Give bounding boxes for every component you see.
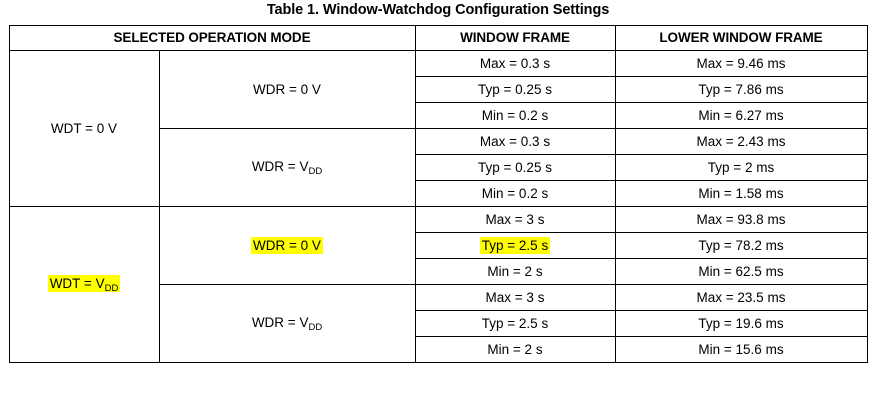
table-row — [9, 50, 867, 76]
window-frame-value: Min = 0.2 s — [481, 185, 549, 201]
lower-window-frame-value: Max = 23.5 ms — [696, 289, 786, 305]
table-row — [9, 206, 867, 232]
wdr-label: WDR = $V_{DD}$ — [251, 314, 323, 333]
cell-window-frame — [415, 258, 615, 284]
cell-window-frame — [415, 128, 615, 154]
cell-lower-window-frame — [615, 232, 867, 258]
window-frame-value: Max = 0.3 s — [479, 55, 551, 71]
lower-window-frame-value: Min = 1.58 ms — [698, 185, 784, 201]
cell-operation-mode-wdr — [159, 206, 415, 284]
cell-operation-mode-wdr — [159, 50, 415, 128]
lower-window-frame-value: Max = 9.46 ms — [696, 55, 786, 71]
window-frame-value: Typ = 0.25 s — [478, 81, 552, 97]
cell-window-frame — [415, 284, 615, 310]
window-frame-value: Min = 0.2 s — [481, 107, 549, 123]
cell-lower-window-frame — [615, 284, 867, 310]
window-frame-value: Typ = 2.5 s — [481, 315, 549, 331]
lower-window-frame-value: Max = 93.8 ms — [696, 211, 786, 227]
cell-lower-window-frame — [615, 180, 867, 206]
header-selected-operation-mode: SELECTED OPERATION MODE — [9, 25, 415, 50]
cell-operation-mode-wdt — [9, 206, 159, 362]
lower-window-frame-value: Typ = 2 ms — [707, 159, 775, 175]
window-watchdog-configuration-table — [9, 25, 868, 363]
lower-window-frame-value: Min = 15.6 ms — [698, 341, 784, 357]
cell-lower-window-frame — [615, 128, 867, 154]
window-frame-value: Typ = 0.25 s — [478, 159, 552, 175]
window-frame-value: Min = 2 s — [487, 263, 543, 279]
lower-window-frame-value: Typ = 7.86 ms — [698, 81, 784, 97]
wdt-label: WDT = $V_{DD}$ — [49, 275, 119, 294]
cell-lower-window-frame — [615, 50, 867, 76]
cell-lower-window-frame — [615, 336, 867, 362]
cell-window-frame — [415, 336, 615, 362]
window-frame-value: Min = 2 s — [487, 341, 543, 357]
cell-window-frame — [415, 154, 615, 180]
wdr-label: WDR = 0 V — [253, 237, 321, 253]
cell-operation-mode-wdt — [9, 50, 159, 206]
cell-lower-window-frame — [615, 206, 867, 232]
header-lower-window-frame: LOWER WINDOW FRAME — [615, 25, 867, 50]
cell-window-frame — [415, 50, 615, 76]
wdt-label: WDT = 0 V — [50, 120, 118, 136]
wdr-label: WDR = $V_{DD}$ — [251, 158, 323, 177]
cell-lower-window-frame — [615, 310, 867, 336]
table-head — [9, 25, 867, 50]
window-frame-value: Max = 3 s — [485, 211, 545, 227]
table-body — [9, 50, 867, 362]
cell-lower-window-frame — [615, 258, 867, 284]
cell-lower-window-frame — [615, 76, 867, 102]
cell-operation-mode-wdr — [159, 128, 415, 206]
window-frame-value: Max = 0.3 s — [479, 133, 551, 149]
wdr-label: WDR = 0 V — [253, 81, 321, 97]
cell-window-frame — [415, 102, 615, 128]
window-frame-value: Typ = 2.5 s — [481, 237, 549, 253]
table-title: Table 1. Window-Watchdog Configuration Settings — [266, 2, 610, 18]
lower-window-frame-value: Min = 6.27 ms — [698, 107, 784, 123]
lower-window-frame-value: Max = 2.43 ms — [696, 133, 786, 149]
cell-operation-mode-wdr — [159, 284, 415, 362]
window-frame-value: Max = 3 s — [485, 289, 545, 305]
cell-lower-window-frame — [615, 154, 867, 180]
cell-window-frame — [415, 206, 615, 232]
cell-window-frame — [415, 180, 615, 206]
table-header-row — [9, 25, 867, 50]
cell-window-frame — [415, 76, 615, 102]
lower-window-frame-value: Typ = 78.2 ms — [698, 237, 784, 253]
cell-lower-window-frame — [615, 102, 867, 128]
lower-window-frame-value: Typ = 19.6 ms — [698, 315, 784, 331]
cell-window-frame — [415, 232, 615, 258]
lower-window-frame-value: Min = 62.5 ms — [698, 263, 784, 279]
cell-window-frame — [415, 310, 615, 336]
header-window-frame: WINDOW FRAME — [415, 25, 615, 50]
